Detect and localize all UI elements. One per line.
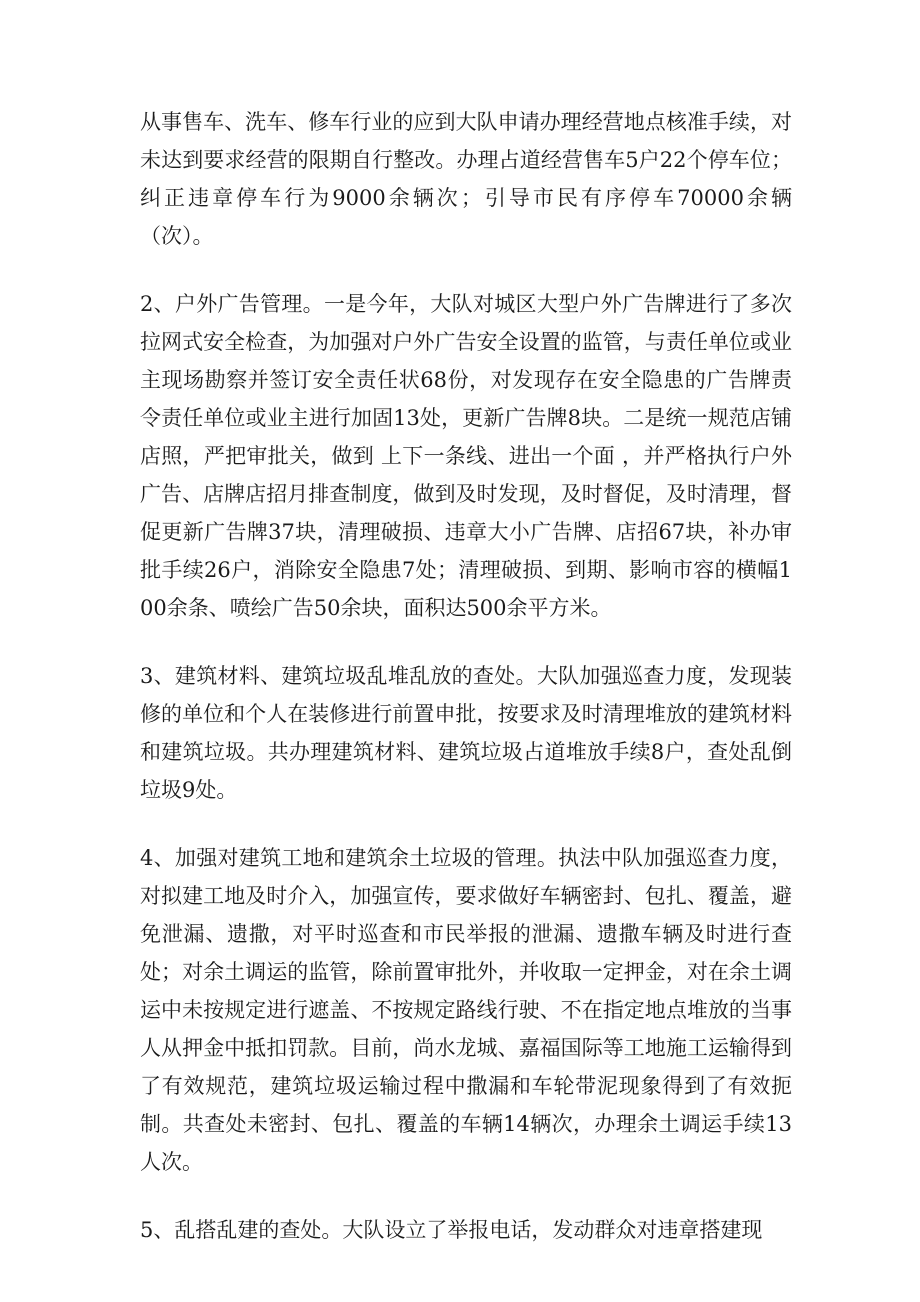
paragraph-4: 4、加强对建筑工地和建筑余土垃圾的管理。执法中队加强巡查力度，对拟建工地及时介入，加强宣传，要求做好车辆密封、包扎、覆盖，避免泄漏、遗撒，对平时巡查和市民举报的泄漏、遗撒车辆及时进行查处；对余土调运的监管，除前置审批外，并收取一定押金，对在余土调运中未按规定进行遮盖、不按规定路线行驶、不在指定地点堆放的当事人从押金中抵扣罚款。目前，尚水龙城、嘉福国际等工地施工运输得到了有效规范，建筑垃圾运输过程中撒漏和车轮带泥现象得到了有效扼制。共查处未密封、包扎、覆盖的车辆14辆次，办理余土调运手续13人次。 [140,846,792,1174]
paragraph-1: 从事售车、洗车、修车行业的应到大队申请办理经营地点核准手续，对未达到要求经营的限期自行整改。办理占道经营售车5户22个停车位；纠正违章停车行为9000余辆次；引导市民有序停车70000余辆（次）。 [140,110,792,248]
paragraph-3: 3、建筑材料、建筑垃圾乱堆乱放的查处。大队加强巡查力度，发现装修的单位和个人在装修进行前置申批，按要求及时清理堆放的建筑材料和建筑垃圾。共办理建筑材料、建筑垃圾占道堆放手续8户，查处乱倒垃圾9处。 [140,664,792,802]
paragraph-2: 2、户外广告管理。一是今年，大队对城区大型户外广告牌进行了多次拉网式安全检查，为加强对户外广告安全设置的监管，与责任单位或业主现场勘察并签订安全责任状68份，对发现存在安全隐患的广告牌责令责任单位或业主进行加固13处，更新广告牌8块。二是统一规范店铺店照，严把审批关，做到 上下一条线、进出一个面 ，并严格执行户外广告、店牌店招月排查制度，做到及时发现，及时督促，及时清理，督促更新广告牌37块，清理破损、违章大小广告牌、店招67块，补办审批手续26户，消除安全隐患7处；清理破损、到期、影响市容的横幅100余条、喷绘广告50余块，面积达500余平方米。 [140,292,792,620]
document-body [140,103,792,1249]
paragraph-5: 5、乱搭乱建的查处。大队设立了举报电话，发动群众对违章搭建现 [140,1218,763,1242]
